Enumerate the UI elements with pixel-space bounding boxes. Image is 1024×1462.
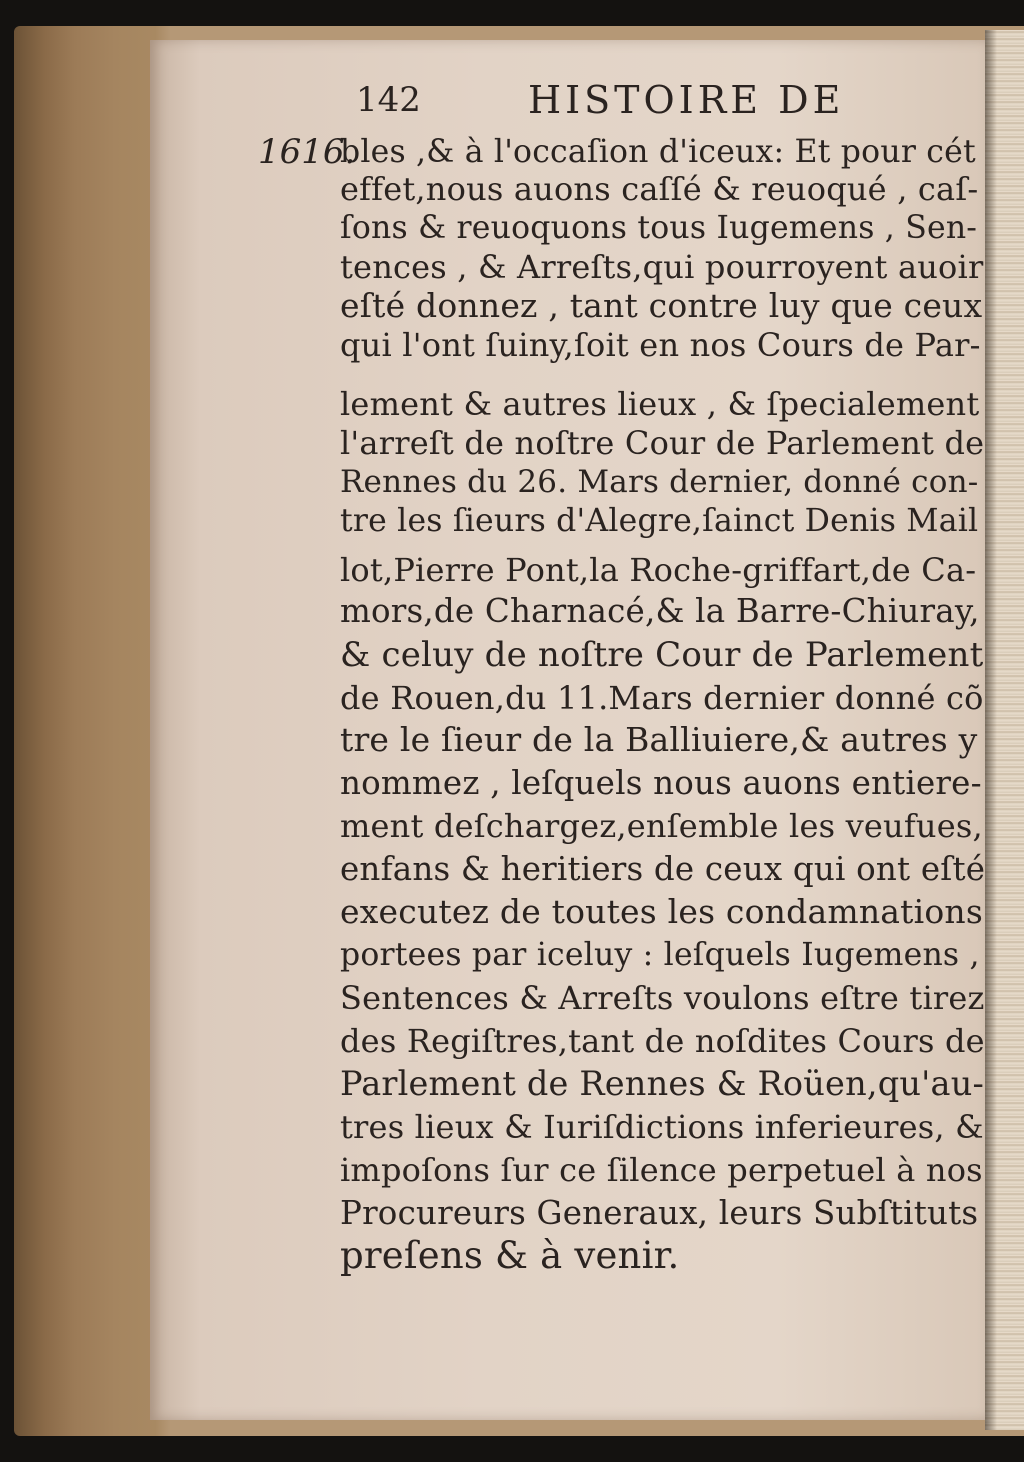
text-line: lot,Pierre Pont,la Roche-griffart,de Ca- [340, 551, 977, 589]
page-number: 142 [356, 80, 421, 120]
text-line: tres lieux & Iuriſdictions inferieures, & [340, 1108, 984, 1146]
text-line: eſté donnez , tant contre luy que ceux [340, 286, 983, 325]
text-line: portees par iceluy : leſquels Iugemens , [340, 937, 980, 973]
running-title: HISTOIRE DE [528, 78, 845, 122]
text-line: effet,nous auons caſſé & reuoqué , caſ- [340, 170, 979, 208]
text-line: enfans & heritiers de ceux qui ont eſté [340, 850, 986, 888]
text-line: mors,de Charnacé,& la Barre-Chiuray, [340, 592, 980, 630]
text-line: & celuy de noſtre Cour de Parlement [340, 635, 984, 675]
text-line: Rennes du 26. Mars dernier, donné con- [340, 464, 979, 500]
text-line: Parlement de Rennes & Roüen,qu'au- [340, 1064, 985, 1103]
text-line: tre le ſieur de la Balliuiere,& autres y [340, 720, 978, 759]
text-line: de Rouen,du 11.Mars dernier donné cõ [340, 679, 984, 717]
text-line: tre les ſieurs d'Alegre,ſainct Denis Mail [340, 503, 979, 539]
margin-year-note: 1616. [258, 132, 356, 172]
text-line: ment deſchargez,enſemble les veufues, [340, 807, 983, 845]
text-line: impoſons ſur ce ſilence perpetuel à nos [340, 1151, 983, 1189]
text-line: lement & autres lieux , & ſpecialement [340, 385, 980, 423]
text-line: preſens & à venir. [340, 1234, 680, 1277]
text-line: l'arreſt de noſtre Cour de Parlement de [340, 424, 985, 462]
text-line: Sentences & Arreſts voulons eſtre tirez [340, 979, 985, 1017]
text-line: qui l'ont ſuiny,ſoit en nos Cours de Par- [340, 326, 981, 364]
text-line: tences , & Arreſts,qui pourroyent auoir [340, 248, 984, 286]
text-line: bles ,& à l'occaſion d'iceux: Et pour cét [340, 134, 976, 170]
text-line: des Regiſtres,tant de noſdites Cours de [340, 1022, 985, 1060]
text-line: ſons & reuoquons tous Iugemens , Sen- [340, 210, 978, 246]
text-line: executez de toutes les condamnations [340, 892, 984, 931]
text-line: nommez , leſquels nous auons entiere- [340, 764, 982, 802]
text-line: Procureurs Generaux, leurs Subſtituts [340, 1194, 979, 1232]
